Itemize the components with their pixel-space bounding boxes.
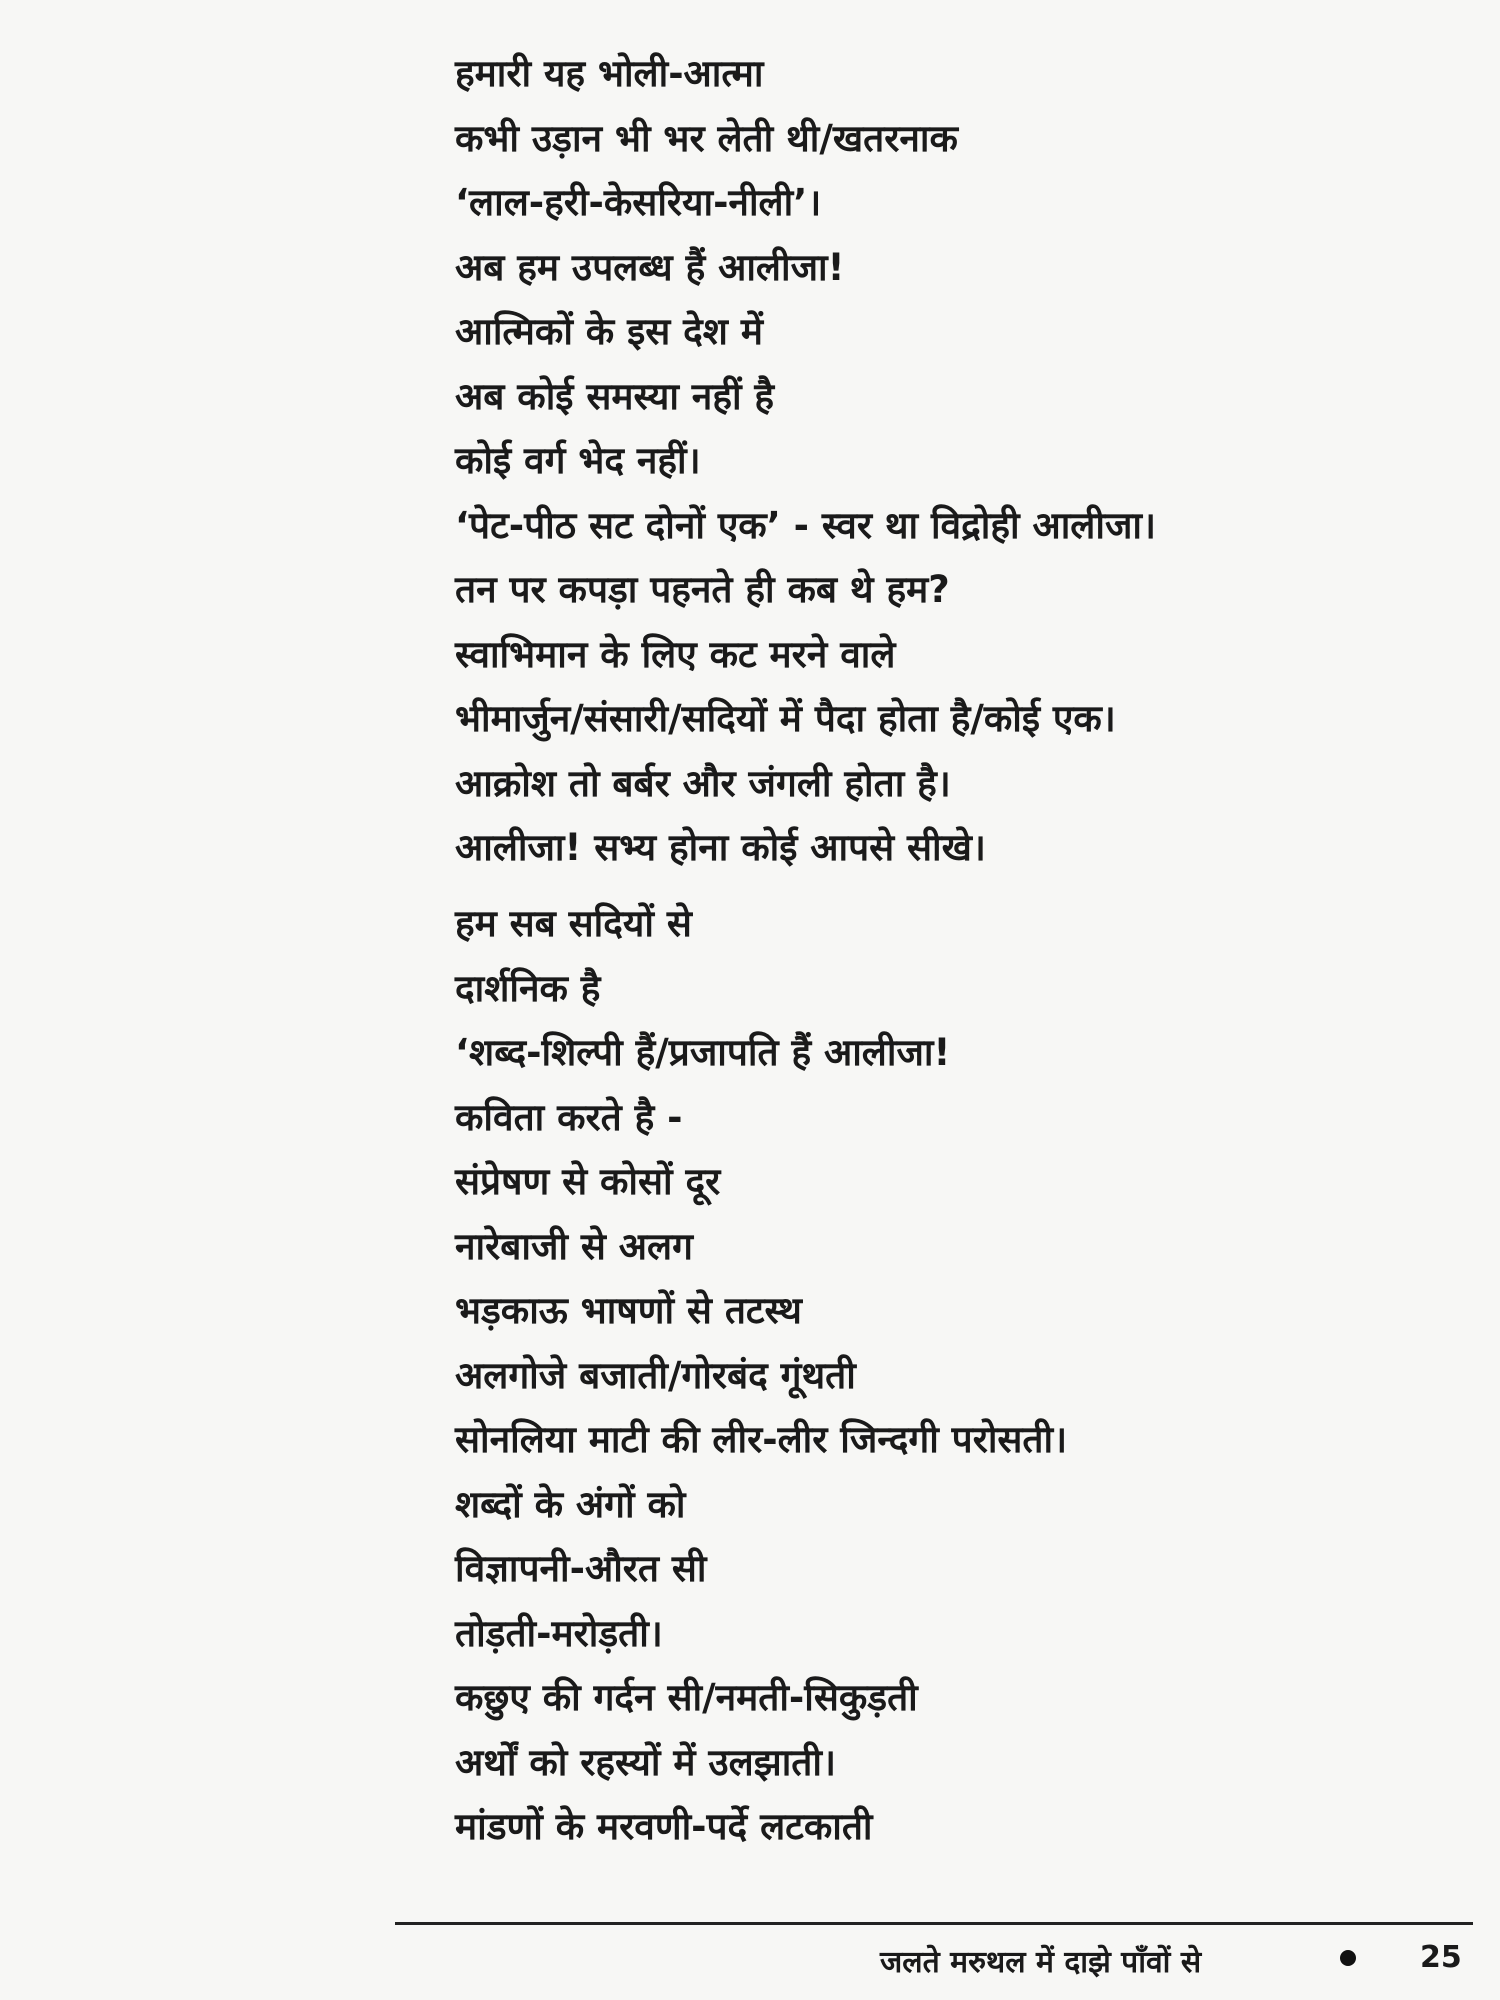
poem-line: मांडणों के मरवणी-पर्दे लटकाती	[455, 1805, 873, 1848]
poem-line: संप्रेषण से कोसों दूर	[455, 1160, 721, 1203]
poem-line: हम सब सदियों से	[455, 902, 692, 945]
poem-line: तन पर कपड़ा पहनते ही कब थे हम?	[455, 568, 950, 611]
poem-line: दार्शनिक है	[455, 966, 601, 1010]
poem-line: हमारी यह भोली-आत्मा	[455, 52, 764, 95]
poem-line: अब कोई समस्या नहीं है	[455, 374, 775, 418]
poem-line: शब्दों के अंगों को	[455, 1482, 686, 1526]
poem-line: कविता करते है -	[455, 1095, 683, 1139]
poem-line: नारेबाजी से अलग	[455, 1224, 693, 1268]
page-footer	[0, 1940, 1500, 1990]
poem-line: अलगोजे बजाती/गोरबंद गूंथती	[455, 1353, 856, 1397]
poem-line: आक्रोश तो बर्बर और जंगली होता है।	[455, 761, 951, 805]
poem-line: तोड़ती-मरोड़ती।	[455, 1611, 663, 1655]
poem-line: कोई वर्ग भेद नहीं।	[455, 439, 701, 482]
bullet-icon	[1340, 1950, 1356, 1966]
footer-divider	[395, 1922, 1473, 1925]
poem-stanza-1	[455, 52, 1157, 894]
poem-line: सोनलिया माटी की लीर-लीर जिन्दगी परोसती।	[455, 1418, 1068, 1461]
poem-line: ‘लाल-हरी-केसरिया-नीली’।	[455, 181, 822, 224]
poem-line: विज्ञापनी-औरत सी	[455, 1547, 707, 1590]
poem-line: भड़काऊ भाषणों से तटस्थ	[455, 1289, 802, 1332]
poem-line: भीमार्जुन/संसारी/सदियों में पैदा होता है/कोई एक।	[455, 697, 1116, 740]
page-number: 25	[1420, 1940, 1462, 1975]
poem-line: आत्मिकों के इस देश में	[455, 310, 763, 353]
poem-line: कछुए की गर्दन सी/नमती-सिकुड़ती	[455, 1676, 918, 1719]
poem-line: अब हम उपलब्ध हैं आलीजा!	[455, 245, 845, 289]
poem-line: स्वाभिमान के लिए कट मरने वाले	[455, 632, 896, 676]
poem-stanza-2	[455, 902, 1068, 1873]
running-footer-book-title: जलते मरुथल में दाझे पाँवों से	[880, 1945, 1202, 1980]
poem-line: अर्थों को रहस्यों में उलझाती।	[455, 1740, 836, 1784]
poem-line: ‘पेट-पीठ सट दोनों एक’ - स्वर था विद्रोही आलीजा।	[455, 503, 1157, 547]
poem-line: ‘शब्द-शिल्पी हैं/प्रजापति हैं आलीजा!	[455, 1031, 951, 1074]
poem-line: कभी उड़ान भी भर लेती थी/खतरनाक	[455, 116, 958, 160]
poem-line: आलीजा! सभ्य होना कोई आपसे सीखे।	[455, 826, 986, 869]
